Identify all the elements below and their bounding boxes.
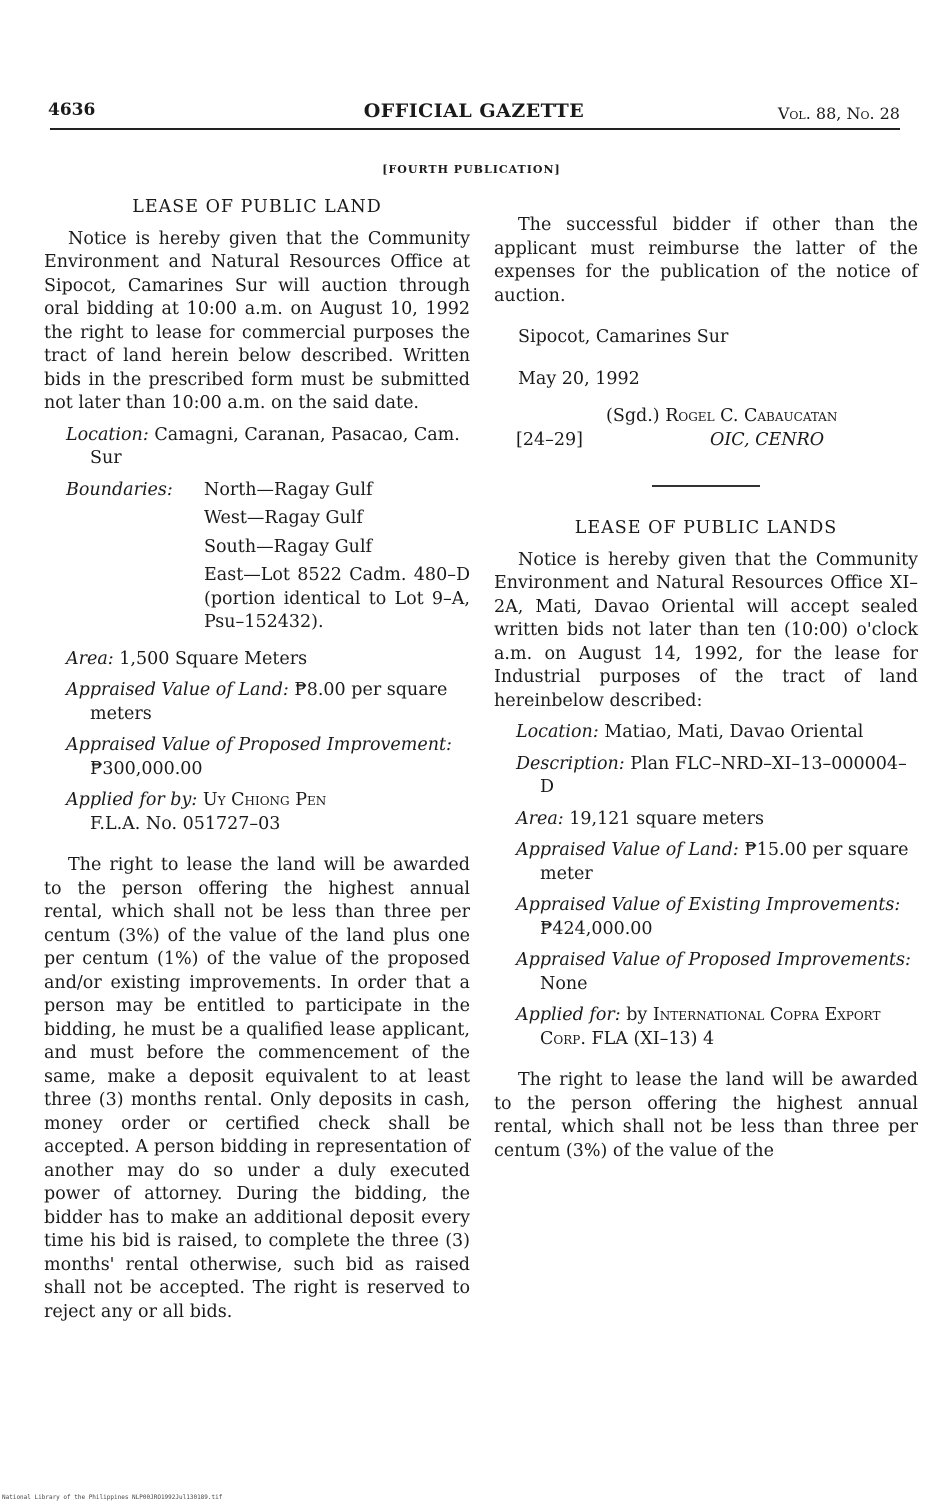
boundary-north: North—Ragay Gulf <box>204 479 373 500</box>
location-label: Location: <box>66 424 149 445</box>
applicant-name: International Copra Export Corp. <box>540 1005 881 1049</box>
applicant-name: Uy Chiong Pen <box>202 790 327 810</box>
page-number: 4636 <box>48 100 96 120</box>
existing-label: Appraised Value of Existing Improvements: <box>516 895 901 915</box>
notice-2-area <box>494 808 918 832</box>
proposed-label: Appraised Value of Proposed Improvements: <box>516 950 911 970</box>
location-value: Camagni, Caranan, Pasacao, Cam. Sur <box>90 424 460 468</box>
land-value-label: Appraised Value of Land: <box>516 840 739 860</box>
description-value: Plan FLC–NRD–XI–13–000004–D <box>540 753 907 797</box>
notice-1-boundaries <box>44 479 470 640</box>
notice-1-date: May 20, 1992 <box>518 368 640 389</box>
notice-2-location <box>494 721 918 745</box>
boundary-east: East—Lot 8522 Cadm. 480–D (portion identical to Lot 9–A, Psu–152432). <box>204 565 470 632</box>
right-column <box>494 196 918 1163</box>
area-value: 19,121 square meters <box>569 808 764 829</box>
signed-prefix: (Sgd.) <box>606 406 660 426</box>
applied-label: Applied for by: <box>66 790 198 810</box>
improvement-label: Appraised Value of Proposed Improvement: <box>66 735 452 755</box>
applied-label: Applied for: <box>516 1005 621 1025</box>
publication-note: [FOURTH PUBLICATION] <box>382 163 561 176</box>
location-label: Location: <box>516 722 599 742</box>
applicant-fla: FLA (XI–13) 4 <box>591 1028 715 1049</box>
notice-1-title: LEASE OF PUBLIC LAND <box>132 197 382 217</box>
boundary-list <box>204 479 470 640</box>
boundary-west: West—Ragay Gulf <box>204 508 363 528</box>
notice-1-applicant <box>44 789 470 836</box>
notice-2-land-value <box>494 839 918 886</box>
notice-divider <box>652 485 760 487</box>
land-value-label: Appraised Value of Land: <box>66 680 289 700</box>
boundary-south: South—Ragay Gulf <box>204 536 373 557</box>
land-value: ₱15.00 per square meter <box>540 840 909 884</box>
scan-footer: National Library of the Philippines NLP00JRO1992Jul130189.tif <box>2 1494 223 1501</box>
location-value: Matiao, Mati, Davao Oriental <box>604 722 864 742</box>
notice-2-proposed-improvements <box>494 949 918 996</box>
notice-2-existing-improvements <box>494 894 918 941</box>
volume-number: Vol. 88, No. 28 <box>777 104 900 123</box>
notice-1-signature <box>494 405 918 459</box>
notice-1-improvement-value <box>44 734 470 781</box>
signatory-name: Rogel C. Cabaucatan <box>665 406 838 426</box>
notice-1-terms: The right to lease the land will be awarded to the person offering the highest annual rental, which shall not be less than three per centum (3%) of the value of the land plus one per centum (1%) of the value of the proposed and/or existing improvements. In order that a person may be entitled to participate in the bidding, he must be a qualified lease applicant, and must before the commencement of the same, make a deposit equivalent to at least three (3) months rental. Only deposits in cash, money order or certified check shall be accepted. A person bidding in representation of another may do so under a duly executed power of attorney. During the bidding, the bidder has to make an additional deposit every time his bid is raised, to complete the three (3) months' rental otherwise, such bid as raised shall not be accepted. The right is reserved to reject any or all bids. <box>44 855 470 1322</box>
description-label: Description: <box>516 753 625 774</box>
signature-line <box>606 405 837 429</box>
page-header <box>48 96 900 126</box>
applied-prefix: by <box>626 1005 648 1025</box>
applicant-fla: F.L.A. No. 051727–03 <box>90 813 281 834</box>
notice-2-applicant <box>494 1004 918 1051</box>
land-value: ₱8.00 per square meters <box>90 680 448 724</box>
gazette-title: OFFICIAL GAZETTE <box>363 100 585 122</box>
notice-1-place: Sipocot, Camarines Sur <box>518 327 729 347</box>
notice-1-reimbursement: The successful bidder if other than the applicant must reimburse the latter of the expenses for the publication of the notice of auction. <box>494 215 918 306</box>
notice-1-area <box>44 648 470 672</box>
header-rule <box>50 128 900 130</box>
notice-1-land-value <box>44 679 470 726</box>
left-column <box>44 196 470 1324</box>
notice-1-intro: Notice is hereby given that the Community Environment and Natural Resources Office at Sipocot, Camarines Sur will auction through oral bidding at 10:00 a.m. on August 10, 1992 the right to lease for commercial purposes the tract of land herein below described. Written bids in the prescribed form must be submitted not later than 10:00 a.m. on the said date. <box>44 228 470 413</box>
existing-value: ₱424,000.00 <box>540 918 653 939</box>
improvement-value: ₱300,000.00 <box>90 758 203 779</box>
area-label: Area: <box>516 808 564 829</box>
publication-reference: [24–29] <box>516 430 583 450</box>
notice-1-location <box>44 424 470 471</box>
proposed-value: None <box>540 973 588 994</box>
notice-2-description <box>494 753 918 800</box>
area-value: 1,500 Square Meters <box>119 648 308 669</box>
notice-2-intro: Notice is hereby given that the Community Environment and Natural Resources Office XI–2A, Mati, Davao Oriental will accept sealed written bids not later than ten (10:00) o'clock a.m. on August 14, 1992, for the lease for Industrial purposes of the tract of land hereinbelow described: <box>494 549 918 711</box>
signatory-position: OIC, CENRO <box>710 430 825 450</box>
notice-2-terms: The right to lease the land will be awarded to the person offering the highest annual rental, which shall not be less than three per centum (3%) of the value of the <box>494 1070 918 1161</box>
boundaries-label: Boundaries: <box>66 479 173 500</box>
area-label: Area: <box>66 648 114 669</box>
notice-2-title: LEASE OF PUBLIC LANDS <box>574 518 838 538</box>
